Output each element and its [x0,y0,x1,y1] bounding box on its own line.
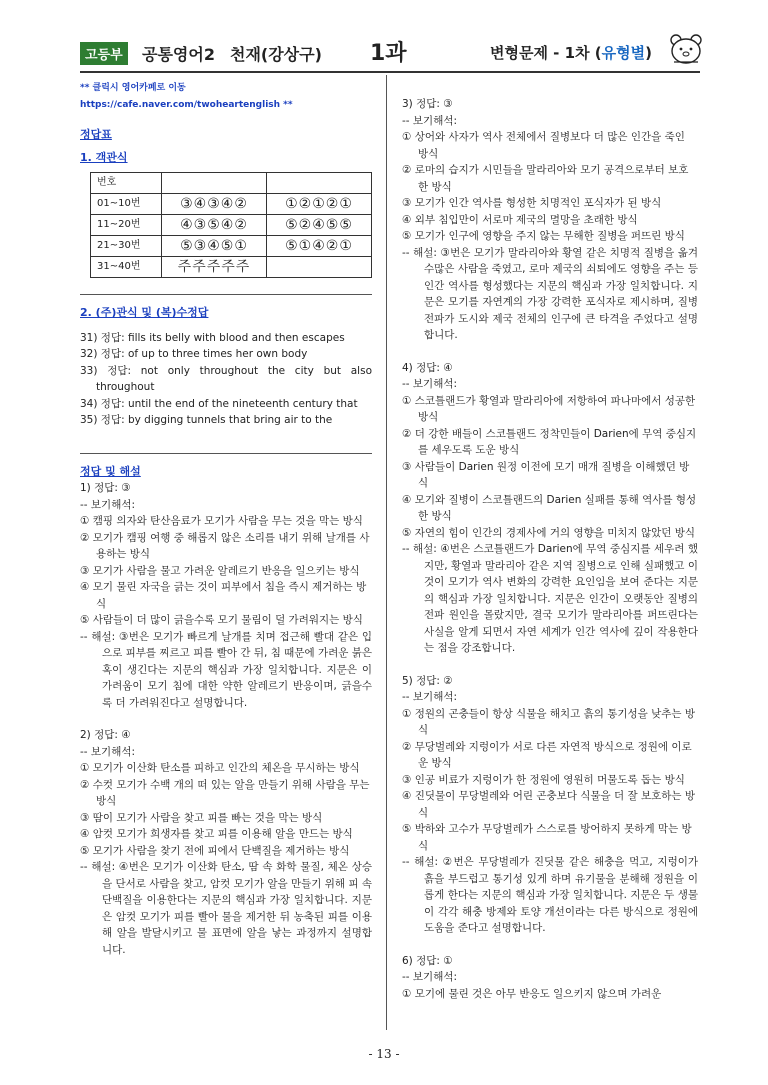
short-answer-33: 33) 정답: not only throughout the city but also throughout [80,364,372,393]
q1-answer: 1) 정답: ③ [80,482,131,494]
q4-answer: 4) 정답: ④ [402,361,453,374]
q2-option: ③ 땀이 모기가 사람을 찾고 피를 빠는 것을 막는 방식 [80,811,323,824]
short-answer-31: 31) 정답: fills its belly with blood and then escapes [80,331,345,344]
q3-answer: 3) 정답: ③ [402,98,453,110]
q4-option: ③ 사람들이 Darien 원정 이전에 모기 매개 질병을 이해했던 방식 [402,460,690,489]
q5-answer: 5) 정답: ② [402,674,453,687]
column-divider [386,75,387,1030]
table-cell [162,173,267,194]
table-cell-answers: ④③⑤④② [162,215,267,236]
q4-label: -- 보기해석: [402,378,458,390]
table-cell-answers: ⑤②④⑤⑤ [266,215,371,236]
mc-title: 1. 객관식 [80,150,128,164]
title-prefix: 변형문제 - 1차 ( [490,44,602,62]
worksheet-title [490,42,652,63]
q1-explanation: -- 해설: ③번은 모기가 빠르게 날개를 치며 접근해 빨대 같은 입으로 피부를 찌르고 피를 빨아 간 뒤, 침 때문에 가려운 붉은 혹이 생긴다는 지문의 핵심과 가장 일치합니다. 지문은 이 가려움이 모기 침에 대한 약한 알레르기 반응이며, 긁을수록 더 가려워진다고 설명합니다. [80,630,373,709]
q3-option: ④ 외부 침입만이 서로마 제국의 멸망을 초래한 방식 [402,213,638,226]
q2-answer: 2) 정답: ④ [80,729,131,741]
q2-explanation: -- 해설: ④번은 모기가 이산화 탄소, 땀 속 화학 물질, 체온 상승을 단서로 사람을 찾고, 암컷 모기가 알을 만들기 위해 피 속 단백질을 이용한다는 지문의 핵심과 가장 일치합니다. 지문은 암컷 모기가 피를 빨아 물을 제거한 뒤 농축된 피를 이용해 알을 발달시키고 물 표면에 알을 낳는 과정까지 설명합니다. [80,861,373,956]
table-cell-answers: ⑤①④②① [266,236,371,257]
page-number: - 13 - [368,1047,400,1061]
q5-explanation: -- 해설: ②번은 무당벌레가 진딧물 같은 해충을 먹고, 지렁이가 흙을 부드럽고 통기성 있게 하며 유기물을 분해해 정원을 이롭게 한다는 지문의 핵심과 가장 일치합니다. 지문은 두 생물이 각각 해충 방제와 토양 개선이라는 다른 방식으로 정원에 도움을 준다고 설명합니다. [402,856,698,934]
q1-option: ⑤ 사람들이 더 많이 긁을수록 모기 물림이 덜 가려워지는 방식 [80,614,363,626]
q3-option: ② 로마의 습지가 시민들을 말라리아와 모기 공격으로부터 보호한 방식 [402,164,689,193]
table-cell-range: 11~20번 [91,215,162,236]
publisher-title: 천재(강상구) [230,45,322,64]
q5-option: ④ 진딧물이 무당벌레와 어린 곤충보다 식물을 더 잘 보호하는 방식 [402,790,696,819]
q5-option: ③ 인공 비료가 지렁이가 한 정원에 영원히 머물도록 돕는 방식 [402,773,685,786]
q4-option: ① 스코틀랜드가 황열과 말라리아에 저항하여 파나마에서 성공한 방식 [402,394,696,423]
table-row [91,236,372,257]
section-divider [80,294,372,295]
table-cell-range: 01~10번 [91,194,162,215]
q5-option: ① 정원의 곤충들이 항상 식물을 해치고 흙의 통기성을 낮추는 방식 [402,707,696,736]
page-header [80,38,700,68]
q1-option: ② 모기가 캠핑 여행 중 해롭지 않은 소리를 내기 위해 날개를 사용하는 방식 [80,531,370,560]
explanation-title: 정답 및 해설 [80,464,141,478]
q3-label: -- 보기해석: [402,114,458,127]
q2-option: ⑤ 모기가 사람을 찾기 전에 피에서 단백질을 제거하는 방식 [80,844,350,857]
q3-option: ⑤ 모기가 인구에 영향을 주지 않는 무해한 질병을 퍼뜨린 방식 [402,230,685,242]
q5-option: ② 무당벌레와 지렁이가 서로 다른 자연적 방식으로 정원에 이로운 방식 [402,740,692,769]
table-header-row [91,173,372,194]
q2-option: ④ 암컷 모기가 희생자를 찾고 피를 이용해 알을 만드는 방식 [80,828,353,840]
table-row [91,194,372,215]
q2-option: ① 모기가 이산화 탄소를 피하고 인간의 체온을 무시하는 방식 [80,762,360,774]
table-cell-range: 31~40번 [91,257,162,278]
q4-option: ② 더 강한 배들이 스코틀랜드 정착민들이 Darien에 무역 중심지를 세우도록 도운 방식 [402,427,697,456]
q5-label: -- 보기해석: [402,691,458,703]
section-divider [80,453,372,454]
q6-option: ① 모기에 물린 것은 아무 반응도 일으키지 않으며 가려운 [402,987,662,1000]
level-badge: 고등부 [80,42,128,65]
answer-table [90,172,372,278]
q1-option: ① 캠핑 의자와 탄산음료가 모기가 사람을 무는 것을 막는 방식 [80,515,363,527]
title-suffix: ) [645,44,652,62]
table-cell-range: 21~30번 [91,236,162,257]
answer-table-title: 정답표 [80,128,112,141]
q1-label: -- 보기해석: [80,498,136,511]
header-rule [80,71,700,73]
q3-option: ① 상어와 사자가 역사 전체에서 질병보다 더 많은 인간을 죽인 방식 [402,131,685,160]
q2-label: -- 보기해석: [80,745,136,758]
cafe-link[interactable]: ** 클릭시 영어카페로 이동 https://cafe.naver.com/twoheartenglish ** [80,83,293,110]
table-cell-answers: ⑤③④⑤① [162,236,267,257]
table-cell-answers [266,257,371,278]
short-answer-32: 32) 정답: of up to three times her own body [80,348,308,360]
short-answer-title: 2. (주)관식 및 (복)수정답 [80,306,209,319]
left-column [80,80,372,958]
title-highlight: 유형별 [601,44,646,62]
short-answer-35: 35) 정답: by digging tunnels that bring air to the [80,414,333,426]
subject-title: 공통영어2 [142,45,215,64]
table-cell-answers: ③④③④② [162,194,267,215]
q3-explanation: -- 해설: ③번은 모기가 말라리아와 황열 같은 치명적 질병을 옮겨 수많은 사람을 죽였고, 로마 제국의 쇠퇴에도 영향을 주는 등 인간 역사를 형성했다는 지문의 핵심과 가장 일치합니다. 지문은 모기를 자연계의 가장 강력한 포식자로 제시하며, 질병 전파가 도시와 제국 전체의 인구에 큰 타격을 주었다고 설명합니다. [402,246,698,341]
q4-option: ⑤ 자연의 힘이 인간의 경제사에 거의 영향을 미치지 않았던 방식 [402,526,696,539]
bear-mascot-icon [668,32,704,66]
q5-option: ⑤ 박하와 고수가 무당벌레가 스스로를 방어하지 못하게 막는 방식 [402,823,692,852]
table-cell-answers: 주주주주주 [162,257,267,278]
table-header-cell: 번호 [91,173,162,194]
short-answer-34: 34) 정답: until the end of the nineteenth century that [80,397,358,410]
right-column [402,96,698,1002]
table-row [91,257,372,278]
q1-option: ③ 모기가 사람을 물고 가려운 알레르기 반응을 일으키는 방식 [80,564,360,577]
q6-answer: 6) 정답: ① [402,954,453,967]
q2-option: ② 수컷 모기가 수백 개의 떠 있는 알을 만들기 위해 사람을 무는 방식 [80,778,370,807]
q4-explanation: -- 해설: ④번은 스코틀랜드가 Darien에 무역 중심지를 세우려 했지만, 황열과 말라리아 같은 지역 질병으로 인해 실패했고 이것이 모기가 역사 변화의 강력한 요인임을 보여 준다는 지문의 핵심과 가장 일치합니다. 지문은 인간이 오랫동안 질병의 전파 원인을 몰랐지만, 결국 모기가 말라리아를 퍼뜨린다는 사실을 알게 되면서 자연 세계가 인간 역사에 깊이 작용한다는 점을 강조합니다. [402,543,698,654]
q4-option: ④ 모기와 질병이 스코틀랜드의 Darien 실패를 통해 역사를 형성한 방식 [402,493,697,522]
q6-label: -- 보기해석: [402,971,458,983]
table-cell [266,173,371,194]
q1-option: ④ 모기 물린 자국을 긁는 것이 피부에서 침을 즉시 제거하는 방식 [80,581,367,610]
lesson-title: 1과 [370,41,407,66]
table-row [91,215,372,236]
table-cell-answers: ①②①②① [266,194,371,215]
q3-option: ③ 모기가 인간 역사를 형성한 치명적인 포식자가 된 방식 [402,197,662,209]
